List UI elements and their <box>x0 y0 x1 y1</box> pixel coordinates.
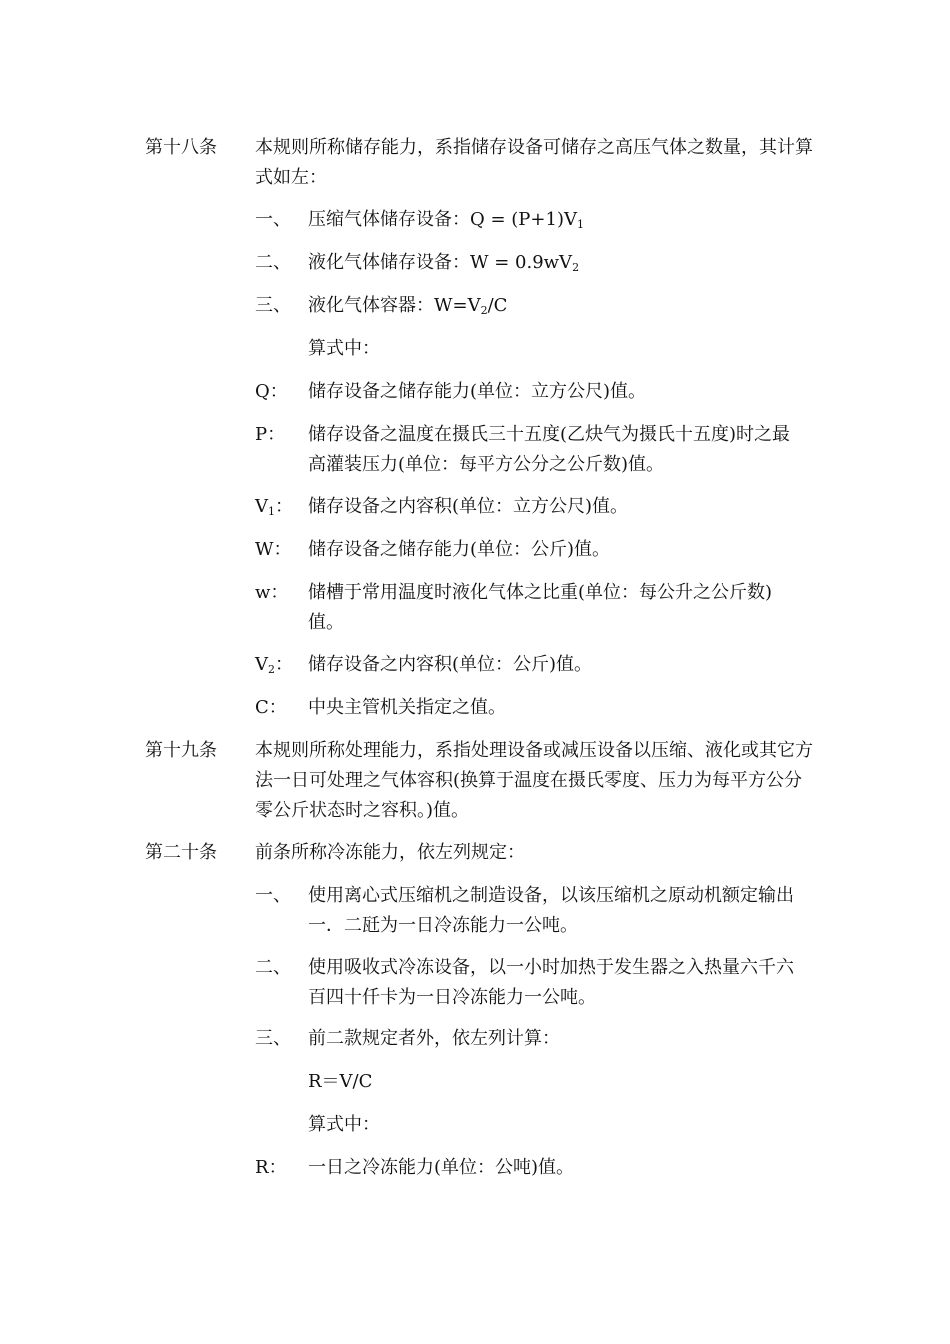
item-text: 使用吸收式冷冻设备，以一小时加热于发生器之入热量六千六百四十仟卡为一日冷冻能力一公吨。 <box>308 957 794 1008</box>
item-label: 二、 <box>255 252 291 273</box>
definition-text: 储存设备之内容积(单位：立方公尺)值。 <box>308 496 629 517</box>
item-text: 液化气体储存设备：$W = 0.9wV_2$ <box>308 252 580 274</box>
item-text: 压缩气体储存设备：$Q = (P+1)V_1$ <box>308 209 584 231</box>
definition-symbol: w： <box>255 582 289 603</box>
item-label: 三、 <box>255 295 291 316</box>
item-label: 一、 <box>255 885 291 906</box>
definition-text: 储存设备之温度在摄氏三十五度(乙炔气为摄氏十五度)时之最高灌装压力(单位：每平方公分之公斤数)值。 <box>308 424 791 475</box>
article-18-label: 第十八条 <box>145 137 217 158</box>
definition-symbol: P： <box>255 424 286 445</box>
item-label: 三、 <box>255 1028 291 1049</box>
formula-note: 算式中： <box>308 1114 380 1135</box>
item-text: 前二款规定者外，依左列计算： <box>308 1028 560 1049</box>
article-20-label: 第二十条 <box>145 842 217 863</box>
definition-text: 一日之冷冻能力(单位：公吨)值。 <box>308 1157 575 1178</box>
article-19-label: 第十九条 <box>145 740 217 761</box>
article-18-text: 本规则所称储存能力，系指储存设备可储存之高压气体之数量，其计算式如左： <box>255 137 813 188</box>
definition-text: 中央主管机关指定之值。 <box>308 697 506 718</box>
definition-symbol: W： <box>255 539 292 560</box>
item-text: 使用离心式压缩机之制造设备，以该压缩机之原动机额定输出一．二瓩为一日冷冻能力一公吨。 <box>308 885 794 936</box>
item-label: 二、 <box>255 957 291 978</box>
article-19-text: 本规则所称处理能力，系指处理设备或减压设备以压缩、液化或其它方法一日可处理之气体容积(换算于温度在摄氏零度、压力为每平方公分零公斤状态时之容积。)值。 <box>255 740 813 821</box>
definition-text: 储槽于常用温度时液化气体之比重(单位：每公升之公斤数)值。 <box>308 582 773 633</box>
definition-text: 储存设备之内容积(单位：公斤)值。 <box>308 654 593 675</box>
article-20-text: 前条所称冷冻能力，依左列规定： <box>255 842 525 863</box>
definition-symbol: R： <box>255 1157 287 1178</box>
definition-symbol: $V_2$： <box>255 654 293 676</box>
definition-symbol: Q： <box>255 381 288 402</box>
formula-note: 算式中： <box>308 338 380 359</box>
item-text: 液化气体容器：$W=V_2/C$ <box>308 295 508 317</box>
definition-symbol: C： <box>255 697 287 718</box>
item-label: 一、 <box>255 209 291 230</box>
definition-symbol: $V_1$： <box>255 496 293 518</box>
definition-text: 储存设备之储存能力(单位：立方公尺)值。 <box>308 381 647 402</box>
formula: R＝V/C <box>308 1071 373 1092</box>
definition-text: 储存设备之储存能力(单位：公斤)值。 <box>308 539 611 560</box>
